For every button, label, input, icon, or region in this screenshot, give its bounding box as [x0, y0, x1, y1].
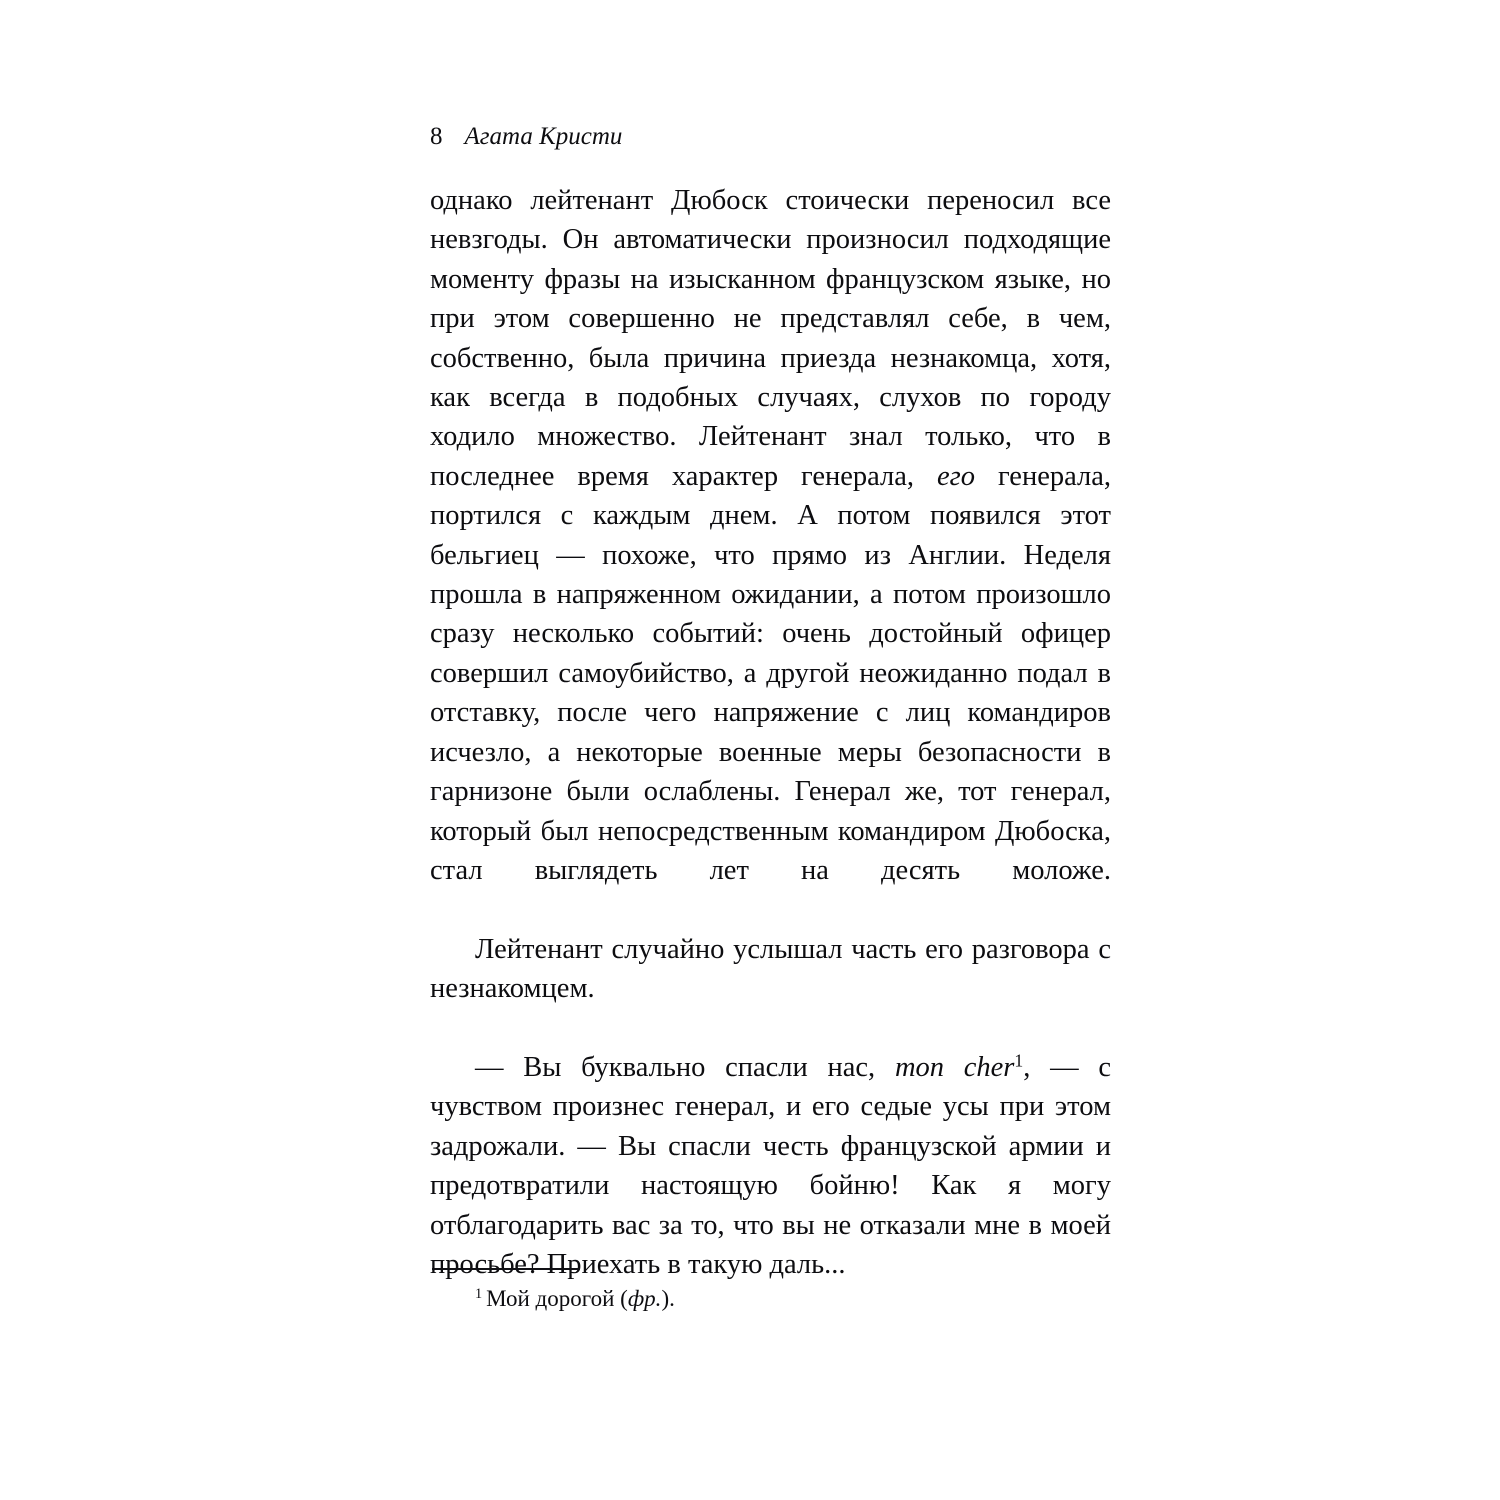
body-paragraph: однако лейтенант Дюбоск стоически переносил все невзгоды. Он автоматически произносил подходящие моменту фразы на изысканном французском языке, но при этом совершенно не представлял себе, в чем, собственно, была причина приезда незнакомца, хотя, как всегда в подобных случаях, слухов по городу ходило множество. Лейтенант знал только, что в последнее время характер генерала, его генерала, портился с каждым днем. А потом появился этот бельгиец — похоже, что прямо из Англии. Неделя прошла в напряженном ожидании, а потом произошло сразу несколько событий: очень достойный офицер совершил самоубийство, а другой неожиданно подал в отставку, после чего напряжение с лиц командиров исчезло, а некоторые военные меры безопасности в гарнизоне были ослаблены. Генерал же, тот генерал, который был непосредственным командиром Дюбоска, стал выглядеть лет на десять моложе.	[430, 185, 1111, 886]
footnote-entry: $^1$ Мой дорогой (фр.).	[475, 1286, 675, 1311]
page-number: 8	[430, 123, 443, 150]
body-text-block	[430, 181, 1111, 1284]
emphasis-text: его	[937, 460, 976, 492]
running-head-author: Агата Кристи	[464, 123, 623, 150]
body-paragraph: Лейтенант случайно услышал часть его разговора с незнакомцем.	[430, 933, 1111, 1005]
footnote-number: 1	[475, 1286, 483, 1303]
footnote-reference-marker[interactable]: 1	[1014, 1050, 1024, 1071]
footnote-area	[430, 1268, 1111, 1314]
emphasis-text: фр.	[627, 1286, 662, 1311]
running-head	[430, 122, 1110, 152]
footnote-separator-rule	[432, 1268, 580, 1270]
body-paragraph: — Вы буквально спасли нас, mon cher$^1$, — с чувством произнес генерал, и его седые усы при этом задрожали. — Вы спасли честь французской армии и предотвратили настоящую бойню! Как я могу отблагодарить вас за то, что вы не отказали мне в моей просьбе? Приехать в такую даль...	[430, 1050, 1111, 1280]
emphasis-text: mon cher	[894, 1051, 1015, 1083]
